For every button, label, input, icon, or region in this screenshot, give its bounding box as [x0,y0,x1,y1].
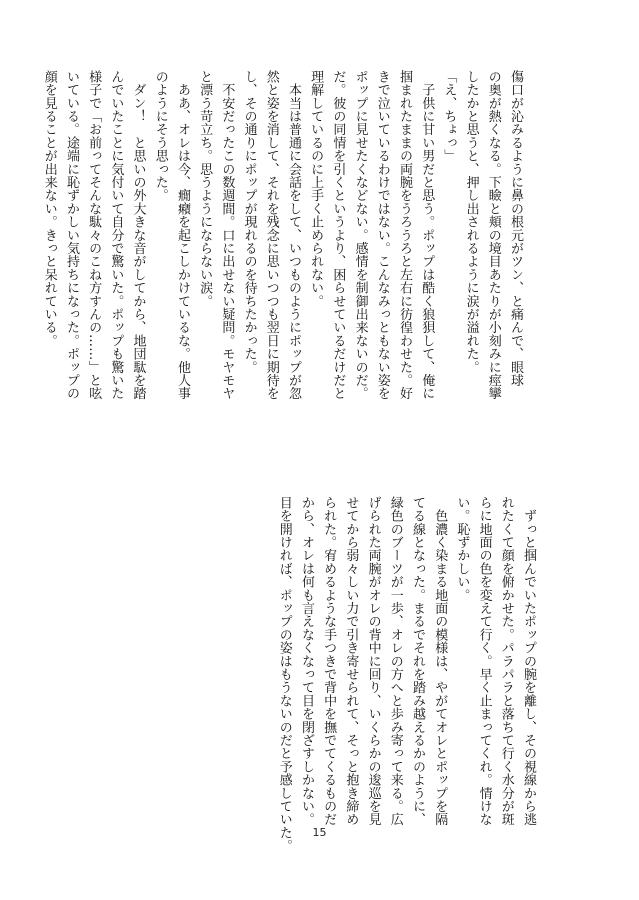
text-line: 様子で「お前ってそんな駄々のこね方すんの……」と呟 [86,70,102,400]
text-line: ポップに見せたくなどない。感情を制御出来ないのだ。 [352,70,368,400]
text-line: 然と姿を消して、それを残念に思いつつも翌日に期待を [263,70,279,400]
text-line: ずっと掴んでいたポップの腕を離し、その視線から逃 [521,496,536,826]
text-line: 掴まれたままの両腕をうろうろと左右に彷徨わせた。好 [396,70,412,400]
text-line: 子供に甘い男だと思う。ポップは酷く狼狽して、俺に [419,70,435,400]
text-line: らに地面の色を変えて行く。早く止まってくれ。情けな [476,496,492,826]
text-line: 顔を見ることが出来ない。きっと呆れている。 [41,70,57,348]
text-line: の奥が熱くなる。下瞼と頬の境目あたりが小刻みに痙攣 [485,70,501,400]
text-line: 目を開ければ、ポップの姿はもうないのだと予感していた。 [276,496,292,853]
text-line: せてから弱々しい力で引き寄せられて、そっと抱き締め [343,496,359,826]
text-line: れたくて顔を俯かせた。パラパラと落ちて行く水分が斑 [498,496,514,826]
text-line: ああ、オレは今、癇癪を起こしかけているな。他人事 [174,70,190,400]
text-line: 本当は普通に会話をして、いつものようにポップが忽 [285,70,301,400]
text-line: のようにそう思った。 [152,70,168,202]
text-line: 緑色のブーツが一歩、オレの方へと歩み寄って来る。広 [387,496,403,826]
text-line: 「え、ちょっ」 [441,70,457,163]
text-line: いている。途端に恥ずかしい気持ちになった。ポップの [63,70,79,400]
page-number: 15 [312,826,327,839]
text-line: きで泣いているわけではない。こんなみっともない姿を [374,70,390,400]
text-line: から、オレは何も言えなくなって目を閉ざすしかない。 [298,496,314,826]
text-line: 不安だったこの数週間。口に出せない疑問。モヤモヤ [219,70,235,400]
text-line: んでいたことに気付いて自分で驚いた。ポップも驚いた [108,70,124,400]
text-line: てる線となった。まるでそれを踏み越えるかのように、 [409,496,425,826]
text-line: られた。宥めるような手つきで背中を撫でてくるものだ [321,496,337,826]
text-line: げられた両腕がオレの背中に回り、いくらかの逡巡を見 [365,496,381,826]
text-line: ダン！ と思いの外大きな音がしてから、地団駄を踏 [130,70,146,400]
text-line: と漂う苛立ち。思うようにならない涙。 [197,70,213,308]
upper-text-block [41,70,526,400]
text-line: だ。彼の同情を引くというより、困らせているだけだと [330,70,346,400]
text-line: し、その通りにポップが現れるのを待ちたかった。 [241,70,257,374]
text-line: したかと思うと、押し出されるように涙が溢れた。 [463,70,479,374]
text-line: い。恥ずかしい。 [454,496,470,602]
text-line: 色濃く染まる地面の模様は、やがてオレとポップを隔 [432,496,448,826]
text-line: 理解しているのに上手く止められない。 [308,70,324,308]
text-line: 傷口が沁みるように鼻の根元がツン、と痛んで、眼球 [508,70,523,387]
